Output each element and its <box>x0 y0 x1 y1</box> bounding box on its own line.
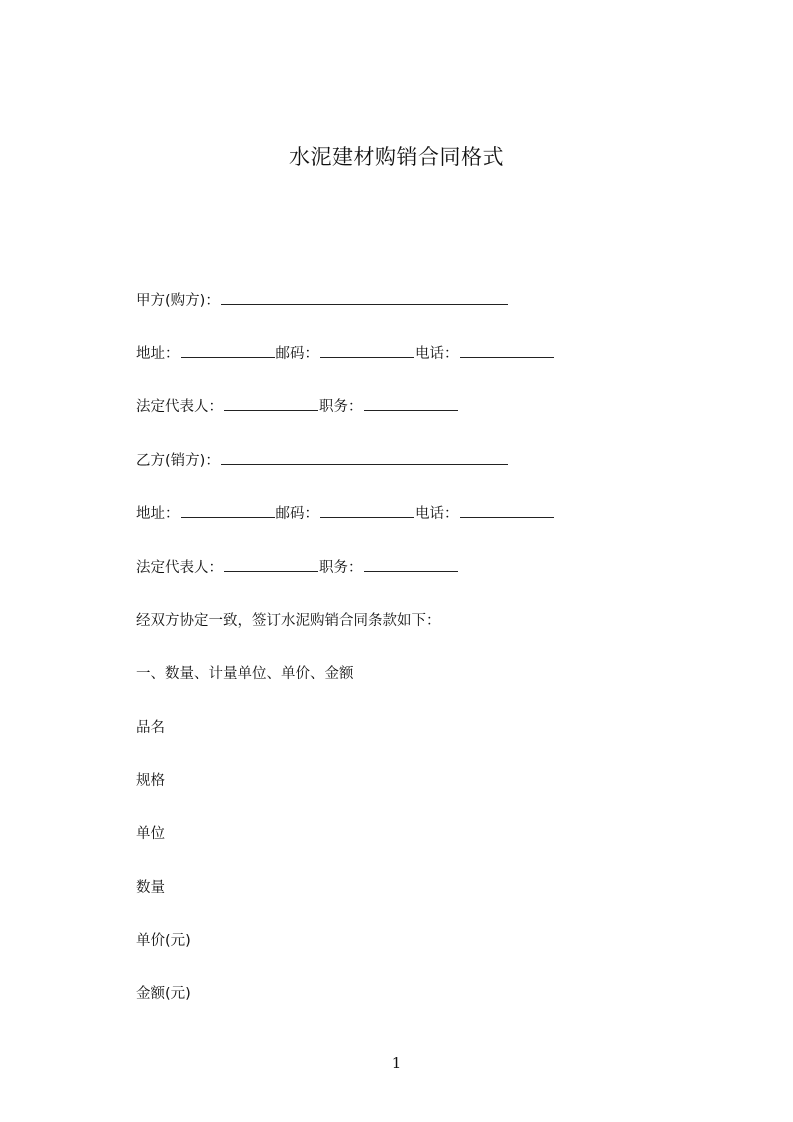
party-b-rep-blank[interactable] <box>224 557 318 572</box>
party-b-rep-label: 法定代表人： <box>136 560 223 576</box>
party-b-contact-line <box>136 503 555 525</box>
page-number: 1 <box>391 1054 402 1072</box>
intro-paragraph: 经双方协定一致，签订水泥购销合同条款如下： <box>136 613 441 629</box>
party-a-address-label: 地址： <box>136 346 180 362</box>
party-a-name-blank[interactable] <box>221 290 508 305</box>
party-a-address-blank[interactable] <box>181 343 275 358</box>
party-b-position-label: 职务： <box>319 560 363 576</box>
party-b-name-blank[interactable] <box>221 450 508 465</box>
party-a-postcode-label: 邮码： <box>275 346 319 362</box>
party-b-rep-line <box>136 557 459 579</box>
party-a-rep-label: 法定代表人： <box>136 399 223 415</box>
party-a-postcode-blank[interactable] <box>320 343 414 358</box>
party-b-postcode-label: 邮码： <box>275 506 319 522</box>
party-b-address-blank[interactable] <box>181 503 275 518</box>
item-specification: 规格 <box>136 773 165 789</box>
party-a-position-label: 职务： <box>319 399 363 415</box>
item-product-name: 品名 <box>136 720 165 736</box>
party-a-rep-blank[interactable] <box>224 396 318 411</box>
section-1-heading: 一、数量、计量单位、单价、金额 <box>136 666 354 682</box>
party-b-label: 乙方(销方)： <box>136 453 220 469</box>
item-unit-price: 单价(元) <box>136 933 191 949</box>
party-a-contact-line <box>136 343 555 365</box>
party-b-phone-blank[interactable] <box>460 503 554 518</box>
party-a-label: 甲方(购方)： <box>136 293 220 309</box>
party-b-phone-label: 电话： <box>415 506 459 522</box>
party-b-postcode-blank[interactable] <box>320 503 414 518</box>
document-title: 水泥建材购销合同格式 <box>289 145 504 169</box>
party-b-position-blank[interactable] <box>364 557 458 572</box>
party-a-position-blank[interactable] <box>364 396 458 411</box>
party-b-address-label: 地址： <box>136 506 180 522</box>
party-a-phone-label: 电话： <box>415 346 459 362</box>
party-a-rep-line <box>136 396 459 418</box>
party-a-line <box>136 290 509 312</box>
item-quantity: 数量 <box>136 880 165 896</box>
item-amount: 金额(元) <box>136 986 191 1002</box>
party-b-line <box>136 450 509 472</box>
party-a-phone-blank[interactable] <box>460 343 554 358</box>
item-unit: 单位 <box>136 826 165 842</box>
